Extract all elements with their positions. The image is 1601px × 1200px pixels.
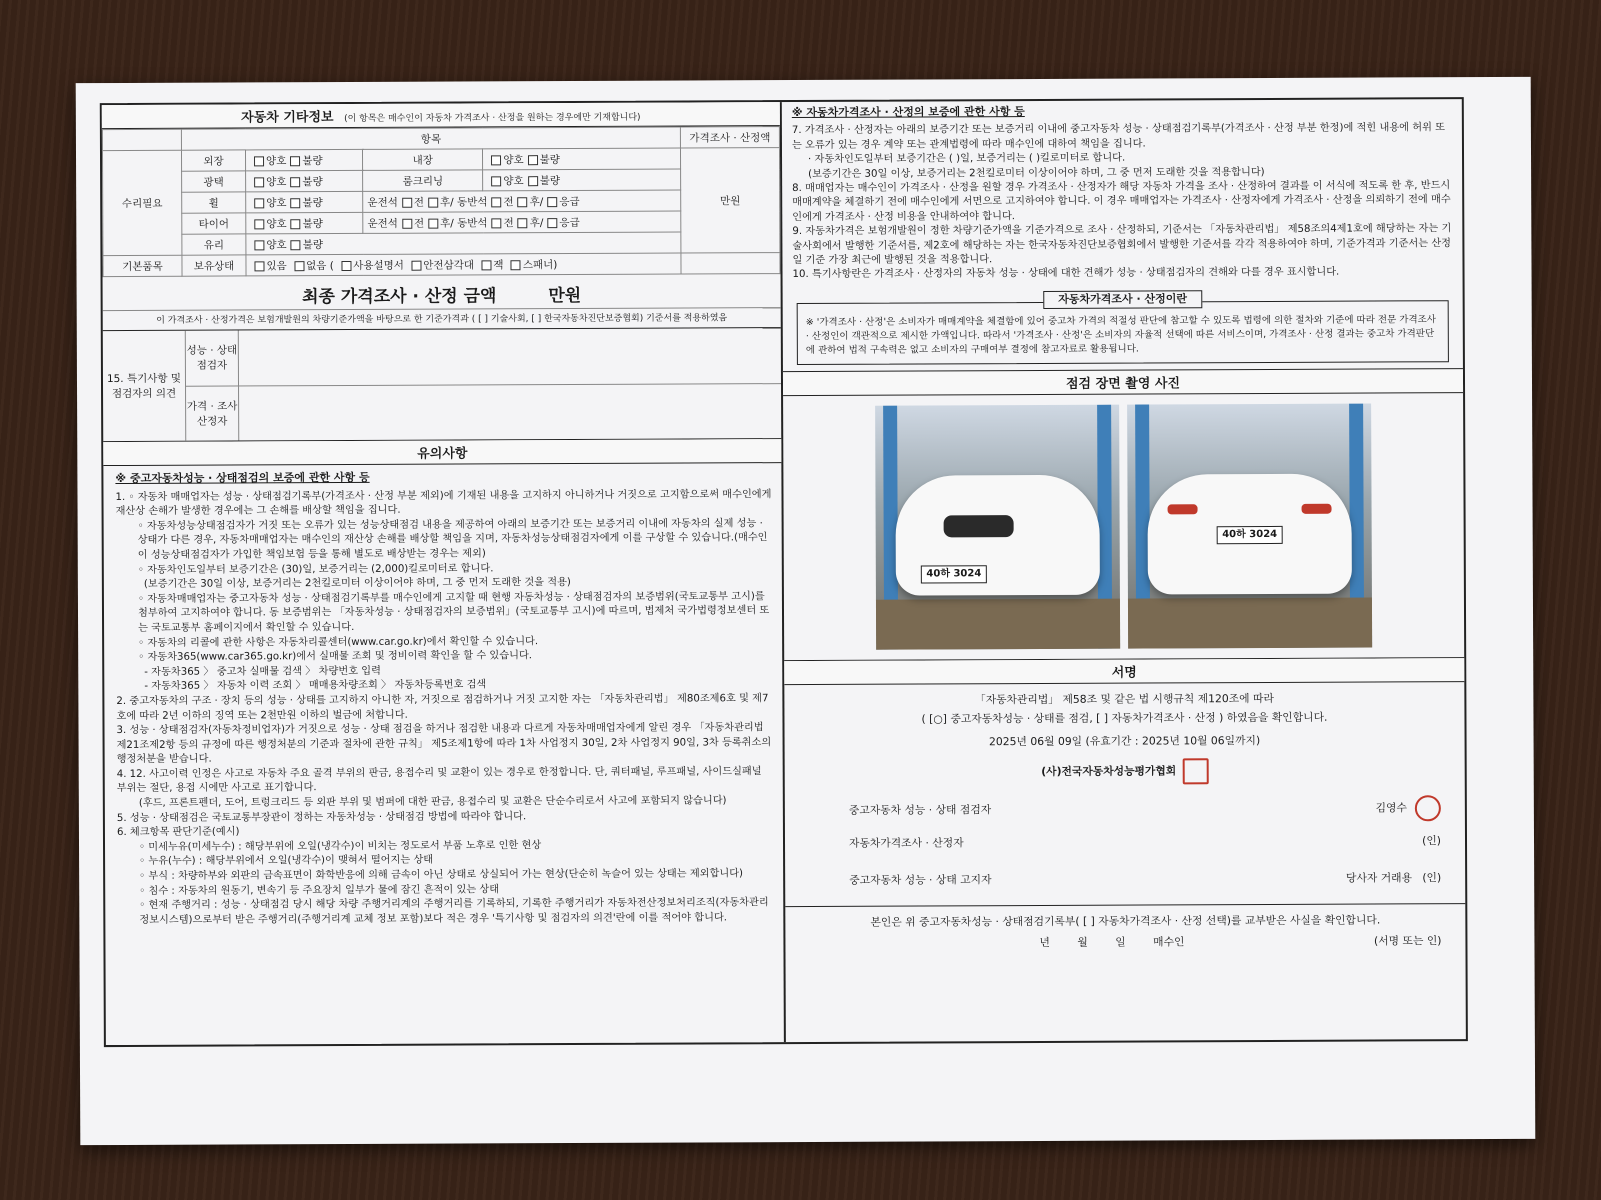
option-label: 응급	[559, 216, 580, 229]
sig-in3: (인)	[1422, 871, 1442, 885]
row-label: 휠	[182, 192, 246, 213]
option-label: 양호	[503, 153, 524, 166]
tail-light-right	[1302, 504, 1332, 514]
checkbox[interactable]	[402, 197, 412, 207]
option-label: 양호	[503, 174, 524, 187]
note-item: ◦ 미세누유(미세누수) : 해당부위에 오일(냉각수)이 비치는 정도로서 부품 노후로 인한 현상	[139, 839, 542, 853]
special-row2-label: 가격 · 조사 산정자	[186, 386, 239, 441]
option-label: 후/	[529, 216, 544, 229]
note-item: (보증기간은 30일 이상, 보증거리는 2천킬로미터 이상이어야 하며, 그 중 먼저 도래한 것을 적용합니다)	[808, 166, 1265, 180]
caution-section-title: ※ 중고자동차성능 · 상태점검의 보증에 관한 사항 등	[115, 470, 370, 486]
document-sheet	[76, 77, 1536, 1145]
etc-info-header	[102, 102, 780, 129]
option-label: 양호	[266, 217, 287, 230]
note-item: 4. 12. 사고이력 인정은 사고로 자동차 주요 골격 부위의 판금, 용접수리 및 교환이 있는 경우로 한정합니다. 단, 쿼터패널, 루프패널, 사이드실패널 부위는 절단, 용접 시에만 사고로 표기합니다.	[116, 766, 762, 795]
etc-info-subtitle: (이 항목은 매수인이 자동차 가격조사 · 산정을 원하는 경우에만 기재합니다)	[344, 112, 641, 125]
checkbox[interactable]	[290, 156, 300, 166]
final-note: 이 가격조사 · 산정가격은 보험개발원의 차량기준가액을 바탕으로 한 기준가격과 ( [ ] 기술사회, [ ] 한국자동차진단보증협회) 기준서를 적용하였음	[103, 308, 781, 331]
option-label: 불량	[539, 174, 561, 187]
sig-role2: 자동차가격조사 · 산정자	[848, 836, 964, 850]
sig-line2: ( [○] 중고자동차성능 · 상태를 점검, [ ] 자동차가격조사 · 산정 ) 하였음을 확인합니다.	[921, 710, 1328, 726]
note-item: ◦ 침수 : 자동차의 원동기, 변속기 등 주요장치 일부가 물에 잠긴 흔적이 있는 상태	[139, 883, 500, 897]
checkbox[interactable]	[511, 260, 521, 270]
col-price: 가격조사 · 산정액	[680, 127, 779, 148]
day-label: 일	[1115, 935, 1126, 949]
checkbox[interactable]	[254, 219, 264, 229]
special-row1-label: 성능 · 상태 점검자	[186, 330, 239, 385]
option-label: 전	[503, 216, 514, 229]
option-label: 잭	[493, 258, 504, 271]
definition-text: ※ '가격조사 · 산정'은 소비자가 매매계약을 체결함에 있어 중고차 가격의 적절성 판단에 참고할 수 있도록 법령에 의한 절차와 기준에 따라 전문 가격조사 · 산정인이 객관적으로 제시한 가액입니다. 따라서 '가격조사 · 산정'은 소비자의 자율적 선택에 따른 서비스이며, 가격조사 · 산정 결과는 중고차 가격판단에 관하여 법적 구속력은 없고 소비자의 구매여부 결정에 참고자료로 활용됩니다.	[805, 314, 1437, 356]
special-section	[103, 328, 781, 442]
checkbox[interactable]	[254, 198, 264, 208]
note-item: ◦ 현재 주행거리 : 성능 · 상태점검 당시 해당 차량 주행거리계의 주행거리를 기록하되, 기록한 주행거리가 자동차전산정보처리조직(자동차관리정보시스템)으로부터 받은 주행거리(주행거리계 교체 정보 포함)보다 적은 경우 '특기사항 및 점검자의 의견'란에 이를 적어야 합니다.	[139, 897, 769, 926]
note-item: ◦ 누유(누수) : 해당부위에서 오일(냉각수)이 맺혀서 떨어지는 상태	[139, 855, 434, 868]
checkbox[interactable]	[254, 177, 264, 187]
rear-plate: 40하 3024	[1217, 526, 1283, 544]
sig-name1: 김영수	[1375, 801, 1407, 815]
buyer-sign: (서명 또는 인)	[1373, 934, 1442, 948]
option-label: 사용설명서	[353, 259, 404, 272]
option-label: 양호	[266, 175, 287, 188]
note-item: (후드, 프론트펜더, 도어, 트렁크리드 등 외판 부위 및 범퍼에 대한 판금, 용접수리 및 교환은 단순수리로서 사고에 포함되지 않습니다)	[138, 795, 727, 809]
option-label: 불량	[302, 217, 323, 230]
checkbox[interactable]	[518, 197, 528, 207]
checkbox[interactable]	[402, 218, 412, 228]
option-label: 전	[413, 217, 425, 230]
option-label: 스패너)	[522, 258, 558, 271]
note-item: - 자동차365 〉 중고차 실매물 검색 〉 차량번호 입력	[144, 665, 381, 678]
checkbox[interactable]	[428, 218, 438, 228]
row-label: 타이어	[182, 213, 246, 234]
option-label: 후/	[529, 195, 544, 208]
option-label: 후/	[439, 196, 454, 209]
option-label: 전	[413, 196, 425, 209]
rear-photo	[1127, 403, 1372, 648]
final-title: 최종 가격조사 · 산정 금액	[302, 286, 497, 308]
driver-label: 운전석	[367, 217, 398, 230]
special-row1-field[interactable]	[239, 328, 781, 385]
buyer-label: 매수인	[1153, 935, 1185, 949]
final-price	[103, 274, 781, 311]
sig-name3: 당사자 거래용	[1345, 871, 1413, 885]
special-row2-field[interactable]	[239, 384, 781, 441]
sig-role1: 중고자동차 성능 · 상태 점검자	[848, 803, 992, 818]
checkbox[interactable]	[528, 176, 538, 186]
note-item: 2. 중고자동차의 구조 · 장치 등의 성능 · 상태를 고지하지 아니한 자, 거짓으로 점검하거나 거짓 고지한 자는 「자동차관리법」 제80조제6호 및 제7호에 따라 2년 이하의 징역 또는 2천만원 이하의 벌금에 처합니다.	[116, 693, 769, 722]
note-item: ◦ 자동차인도일부터 보증기간은 (30)일, 보증거리는 (2,000)킬로미터로 합니다.	[137, 562, 494, 576]
signature-header: 서명	[784, 658, 1464, 685]
sig-in2: (인)	[1422, 834, 1442, 848]
garage-floor	[876, 599, 1120, 650]
right-column	[782, 99, 1466, 1042]
option-label: 안전삼각대	[423, 258, 475, 272]
definition-box	[797, 292, 1449, 365]
caution-notes	[103, 463, 783, 928]
option-label: 있음	[266, 259, 287, 272]
note-item: 5. 성능 · 상태점검은 국토교통부장관이 정하는 자동차성능 · 상태점검 방법에 따라야 합니다.	[116, 810, 527, 824]
checkbox[interactable]	[254, 240, 264, 250]
unit-manwon: 만원	[680, 148, 779, 253]
caution-header: 유의사항	[103, 439, 781, 466]
checkbox[interactable]	[491, 197, 501, 207]
etc-info-table	[102, 126, 781, 277]
car-grill	[944, 515, 1014, 537]
option-label: 양호	[266, 196, 287, 209]
tail-light-left	[1168, 504, 1198, 514]
note-item: 10. 특기사항란은 가격조사 · 산정자의 자동차 성능 · 상태에 대한 견해가 성능 · 상태점검자의 견해와 다를 경우 표시합니다.	[792, 267, 1340, 281]
checkbox[interactable]	[254, 156, 264, 166]
option-label: 불량	[302, 196, 323, 209]
left-column	[102, 102, 786, 1045]
row-label: 광택	[182, 171, 246, 192]
checkbox[interactable]	[491, 155, 501, 165]
receipt-area	[785, 903, 1465, 959]
price-guarantee-notes	[782, 99, 1463, 287]
inspection-form	[100, 97, 1468, 1047]
signature-area	[784, 682, 1465, 906]
sig-org: (사)전국자동차성능평가협회	[1041, 764, 1177, 778]
receipt-text: 본인은 위 중고자동차성능 · 상태점검기록부( [ ] 자동차가격조사 · 산정 선택)를 교부받은 사실을 확인합니다.	[870, 913, 1381, 929]
personal-seal-icon	[1415, 795, 1441, 821]
option-label: 불량	[302, 175, 323, 188]
note-item: ◦ 자동차의 리콜에 관한 사항은 자동차리콜센터(www.car.go.kr)에서 확인할 수 있습니다.	[138, 635, 539, 649]
note-item: 8. 매매업자는 매수인이 가격조사 · 산정을 원할 경우 가격조사 · 산정자가 해당 자동차 가격을 조사 · 산정하여 결과를 이 서식에 적도록 한 후, 반드시 매매계약을 체결하기 전에 매수인에게 서면으로 고지하여야 합니다. 이 경우 매매업자는 가격조사 · 산정자에게 가격조사 · 산정을 의뢰하기 전에 매수인에게 가격조사 · 산정 비용을 안내하여야 합니다.	[792, 180, 1451, 223]
note-item: 6. 체크항목 판단기준(예시)	[116, 826, 240, 839]
passenger-label: 동반석	[457, 195, 488, 209]
checkbox[interactable]	[290, 198, 300, 208]
note-item: - 자동차365 〉 자동차 이력 조회 〉 매매용차량조회 〉 자동차등록번호 검색	[144, 679, 487, 693]
note-item: 7. 가격조사 · 산정자는 아래의 보증기간 또는 보증거리 이내에 중고자동차 성능 · 상태점검기록부(가격조사 · 산정 부분 한정)에 적힌 내용에 허위 또는 오류가 있는 경우 계약 또는 관계법령에 따라 매수인에 대하여 책임을 집니다.	[791, 122, 1446, 151]
group-basic: 기본품목	[103, 255, 182, 276]
checkbox[interactable]	[290, 177, 300, 187]
checkbox[interactable]	[547, 218, 557, 228]
photos-area	[783, 393, 1464, 661]
price-guarantee-title: ※ 자동차가격조사 · 산정의 보증에 관한 사항 등	[791, 105, 1025, 120]
note-item: 1. ◦ 자동차 매매업자는 성능 · 상태점검기록부(가격조사 · 산정 부분 제외)에 기재된 내용을 고지하지 아니하거나 거짓으로 고지함으로써 매수인에게 재산상 손해가 발생한 경우에는 그 손해를 배상할 책임을 집니다.	[115, 488, 772, 518]
special-label: 15. 특기사항 및 점검자의 의견	[103, 331, 186, 441]
note-item: · 자동차인도일부터 보증기간은 ( )일, 보증거리는 ( )킬로미터로 합니다.	[808, 152, 1126, 166]
checkbox[interactable]	[341, 260, 351, 270]
group-repair: 수리필요	[102, 150, 181, 255]
note-item: ◦ 자동차성능상태점검자가 거짓 또는 오류가 있는 성능상태점검 내용을 제공하여 아래의 보증기간 또는 보증거리 이내에 자동차의 실제 성능 · 상태가 다른 경우, 자동차매매업자는 매수인의 재산상 손해를 배상할 책임을 지며, 자동차성능상태점검자에게 이를 구상할 수 있습니다.(매수인이 성능상태점검자가 가입한 책임보험 등을 통해 별도로 배상받는 경우는 제외)	[137, 517, 768, 561]
row-label: 내장	[363, 149, 483, 171]
row-label: 룸크리닝	[363, 170, 483, 192]
year-label: 년	[1039, 935, 1050, 949]
checkbox[interactable]	[291, 240, 301, 250]
note-item: ◦ 부식 : 차량하부와 외판의 금속표면이 화학반응에 의해 금속이 아닌 상태로 상실되어 가는 현상(단순히 녹슬어 있는 상태는 제외합니다)	[139, 868, 744, 882]
sig-date: 2025년 06월 09일 (유효기간 : 2025년 10월 06일까지)	[988, 733, 1261, 749]
sig-line1: 「자동차관리법」 제58조 및 같은 법 시행규칙 제120조에 따라	[974, 691, 1274, 707]
definition-title: 자동차가격조사 · 산정이란	[1043, 290, 1202, 309]
passenger-label: 동반석	[457, 216, 488, 230]
checkbox[interactable]	[492, 218, 502, 228]
option-label: 없음 (	[306, 259, 334, 272]
sig-role3: 중고자동차 성능 · 상태 고지자	[849, 873, 992, 887]
checkbox[interactable]	[528, 155, 538, 165]
checkbox[interactable]	[481, 260, 491, 270]
option-label: 불량	[539, 153, 560, 166]
checkbox[interactable]	[291, 219, 301, 229]
row-label: 유리	[182, 234, 246, 255]
final-unit: 만원	[548, 285, 582, 307]
option-label: 후/	[440, 217, 454, 230]
note-item: (보증기간은 30일 이상, 보증거리는 2천킬로미터 이상이어야 하며, 그 중 먼저 도래한 것을 적용)	[143, 577, 571, 591]
option-label: 양호	[266, 154, 287, 167]
checkbox[interactable]	[411, 260, 421, 270]
front-photo	[875, 405, 1120, 650]
checkbox[interactable]	[428, 197, 438, 207]
photos-header: 점검 장면 촬영 사진	[783, 368, 1463, 396]
garage-floor	[1128, 597, 1372, 648]
month-label: 월	[1077, 935, 1088, 949]
checkbox[interactable]	[294, 261, 304, 271]
checkbox[interactable]	[254, 261, 264, 271]
option-label: 불량	[302, 154, 323, 167]
checkbox[interactable]	[518, 218, 528, 228]
checkbox[interactable]	[547, 197, 557, 207]
col-item: 항목	[181, 127, 680, 150]
option-label: 전	[503, 195, 514, 208]
driver-label: 운전석	[367, 196, 398, 209]
option-label: 불량	[302, 238, 324, 251]
note-item: ◦ 자동차매매업자는 중고자동차 성능 · 상태점검기록부를 매수인에게 고지할 때 현행 자동차성능 · 상태점검자의 보증범위(국토교통부 고시)를 첨부하여 고지하여야 합니다. 동 보증범위는 「자동차성능 · 상태점검자의 보증범위」(국토교통부 고시)에 따르며, 법제처 국가법령정보센터 또는 국토교통부 홈페이지에서 확인할 수 있습니다.	[137, 590, 770, 634]
front-plate: 40하 3024	[921, 565, 987, 583]
option-label: 응급	[559, 195, 580, 208]
etc-info-title: 자동차 기타정보	[241, 110, 334, 126]
row-label: 보유상태	[182, 255, 246, 276]
org-seal-icon	[1182, 758, 1208, 784]
checkbox[interactable]	[491, 176, 501, 186]
option-label: 양호	[266, 238, 287, 251]
note-item: ◦ 자동차365(www.car365.go.kr)에서 실매물 조회 및 정비이력 확인을 할 수 있습니다.	[138, 650, 533, 664]
note-item: 9. 자동차가격은 보험개발원이 정한 차량기준가액을 기준가격으로 조사 · 산정하되, 기준서는 「자동차관리법」 제58조의4제1호에 해당하는 자는 기술사회에서 발행한 기준서를, 제2호에 해당하는 자는 한국자동차진단보증협회에서 발행한 기준서를 각각 적용하여야 하며, 기준가격과 기준서는 산정일 기준 가장 최근에 발행된 것을 적용합니다.	[792, 223, 1452, 267]
note-item: 3. 성능 · 상태점검자(자동차정비업자)가 거짓으로 성능 · 상태 점검을 하거나 점검한 내용과 다르게 자동차매매업자에게 알린 경우 「자동차관리법 제21조제2항 등의 규정에 따른 행정처분의 기준과 절차에 관한 규칙」 제5조제1항에 따라 1차 사업정지 30일, 2차 사업정지 90일, 3차 등록취소의 행정처분을 받습니다.	[116, 722, 772, 766]
row-label: 외장	[181, 150, 245, 171]
